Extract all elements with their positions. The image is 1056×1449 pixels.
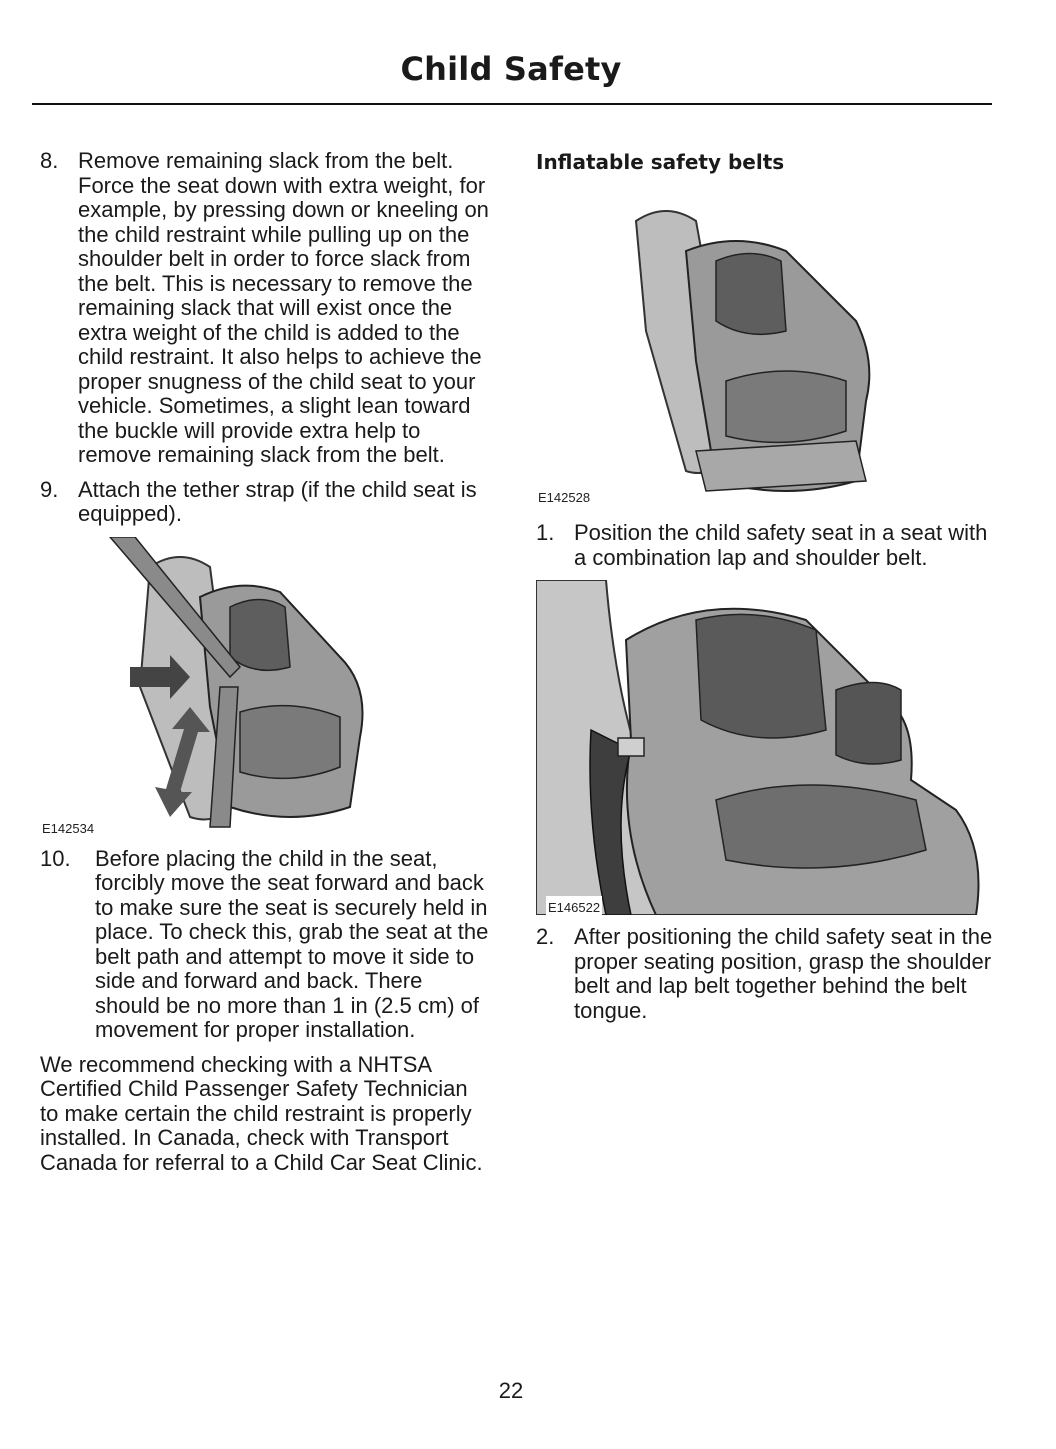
figure-1-id: E142534 (42, 820, 95, 836)
child-seat-illustration (536, 181, 996, 501)
step-10-text: Before placing the child in the seat, forcibly move the seat forward and back to make sure the seat is securely held in place. To check this, grab the seat at the belt path and attempt to move it side to side and forward and back. There should be no more than 1 in (2.5 cm) of movement for proper installation. (95, 845, 489, 1042)
page-title: Child Safety (400, 50, 622, 88)
step-2 (536, 925, 996, 1023)
child-seat-tether-illustration (40, 537, 492, 837)
step-10 (40, 847, 492, 1043)
step-9-text: Attach the tether strap (if the child seat is equipped). (78, 476, 477, 526)
figure-tether-strap (40, 537, 492, 847)
step-2-text: After positioning the child safety seat in the proper seating position, grasp the shoulder belt and lap belt together behind the belt tongue. (574, 924, 993, 1023)
page-number: 22 (498, 1378, 524, 1403)
step-8-number: 8. (40, 148, 59, 173)
figure-belt-tongue (536, 580, 996, 925)
step-1-text: Position the child safety seat in a seat with a combination lap and shoulder belt. (574, 520, 988, 570)
step-10-number: 10. (40, 845, 71, 871)
left-column (40, 149, 492, 1175)
step-8-text: Remove remaining slack from the belt. Force the seat down with extra weight, for example, by pressing down or kneeling on the child restraint while pulling up on the shoulder belt in order to force slack from the belt. This is necessary to remove the remaining slack that will exist once the extra weight of the child is added to the child restraint. It also helps to achieve the proper snugness of the child seat to your vehicle. Sometimes, a slight lean toward the buckle will provide extra help to remove remaining slack from the belt. (78, 148, 489, 467)
figure-child-seat (536, 181, 996, 521)
belt-tongue-illustration (536, 580, 986, 915)
right-column (536, 149, 996, 1033)
step-1 (536, 521, 996, 570)
figure-3-id: E146522 (546, 896, 602, 921)
header-divider (32, 103, 992, 105)
step-2-number: 2. (536, 924, 555, 949)
recommendation-paragraph: We recommend checking with a NHTSA Certified Child Passenger Safety Technician to make certain the child restraint is properly installed. In Canada, check with Transport Canada for referral to a Child Car Seat Clinic. (40, 1051, 483, 1175)
figure-2-id: E142528 (538, 490, 591, 505)
step-9-number: 9. (40, 476, 59, 502)
step-8 (40, 149, 492, 468)
step-9 (40, 478, 492, 527)
step-1-number: 1. (536, 520, 555, 545)
section-heading: Inflatable safety belts (536, 150, 785, 174)
